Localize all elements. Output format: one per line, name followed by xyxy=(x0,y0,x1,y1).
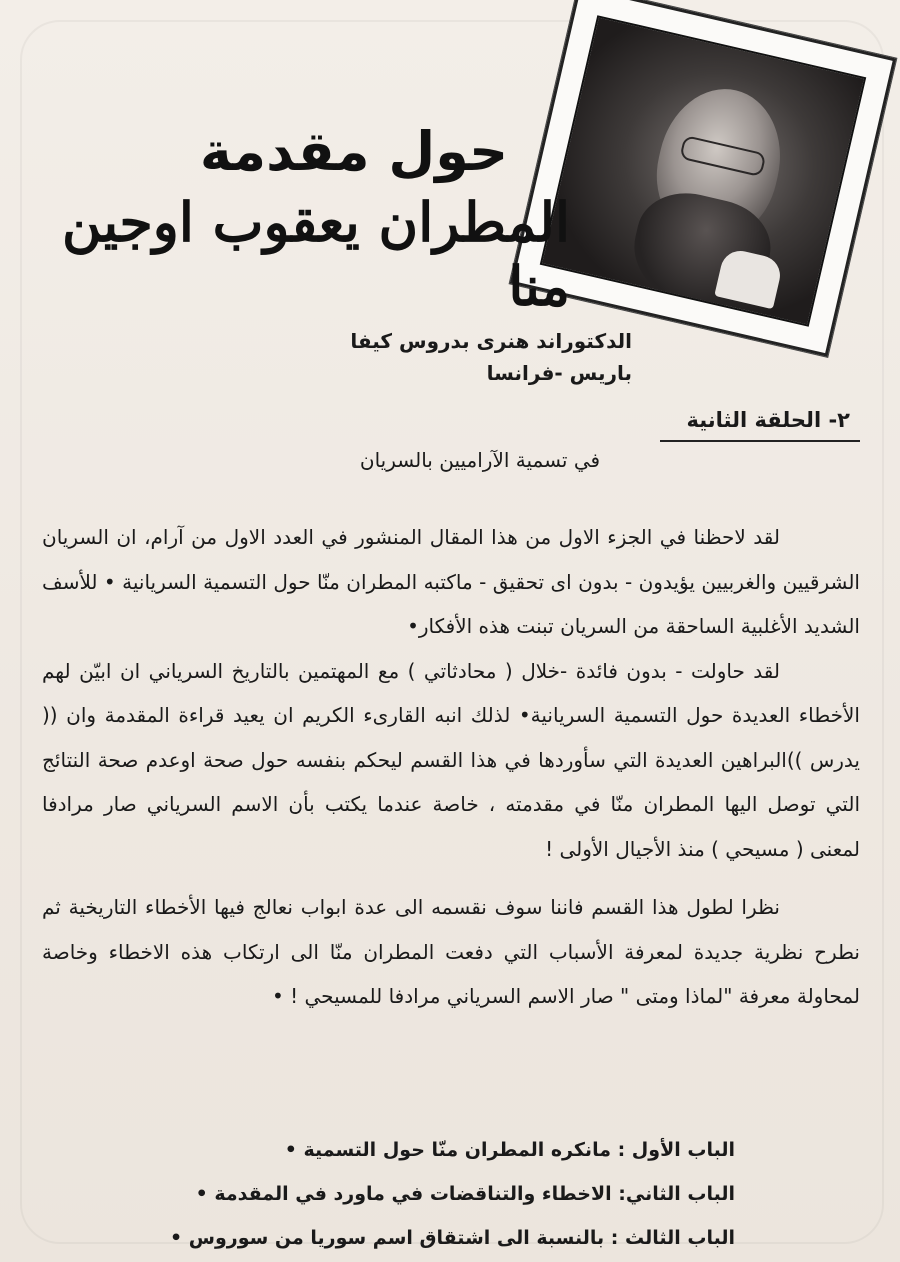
paragraph: لقد حاولت - بدون فائدة -خلال ( محادثاتي ) مع المهتمين بالتاريخ السرياني ان ابيّن لهم الأخطاء العديدة حول التسمية السريانية• لذلك انبه القارىء الكريم ان يعيد قراءة المقدمة وان (( يدرس ))البراهين العديدة التي سأوردها في هذا القسم ليحكم بنفسه حول صحة اوعدم صحة النتائج التي توصل اليها المطران منّا في مقدمته ، خاصة عندما يكتب بأن الاسم السرياني صار مرادفا لمعنى ( مسيحي ) منذ الأجيال الأولى ! xyxy=(42,658,860,861)
paragraph: نظرا لطول هذا القسم فاننا سوف نقسمه الى عدة ابواب نعالج فيها الأخطاء التاريخية ثم نطرح نظرية جديدة لمعرفة الأسباب التي دفعت المطران منّا الى ارتكاب هذه الاخطاء وخاصة لمحاولة معرفة "لماذا ومتى " صار الاسم السرياني مرادفا للمسيحي ! • xyxy=(42,895,860,1008)
article-subtitle: في تسمية الآراميين بالسريان xyxy=(359,448,601,472)
chapter-list xyxy=(170,1128,735,1260)
article-title-line1: حول مقدمة xyxy=(199,120,508,183)
article-body xyxy=(42,515,860,1019)
chapter-item: الباب الثاني: الاخطاء والتناقضات في ماورد في المقدمة • xyxy=(195,1183,735,1205)
chapter-item: الباب الأول : مانكره المطران منّا حول التسمية • xyxy=(284,1139,735,1161)
portrait-photo xyxy=(540,15,867,327)
author-block xyxy=(350,325,632,389)
section-heading: ٢- الحلقة الثانية xyxy=(686,408,850,432)
article-title-line2: المطران يعقوب اوجين منا xyxy=(61,190,570,318)
section-underline xyxy=(660,440,860,442)
author-name: الدكتوراند هنرى بدروس كيفا xyxy=(350,329,632,353)
chapter-item: الباب الثالث : بالنسبة الى اشتقاق اسم سوريا من سوروس • xyxy=(169,1227,735,1249)
author-location: باريس -فرانسا xyxy=(486,361,632,385)
paragraph: لقد لاحظنا في الجزء الاول من هذا المقال المنشور في العدد الاول من آرام، ان السريان الشرقيين والغربيين يؤيدون - بدون اى تحقيق - ماكتبه المطران منّا حول التسمية السريانية • للأسف الشديد الأغلبية الساحقة من السريان تبنت هذه الأفكار• xyxy=(42,525,860,638)
